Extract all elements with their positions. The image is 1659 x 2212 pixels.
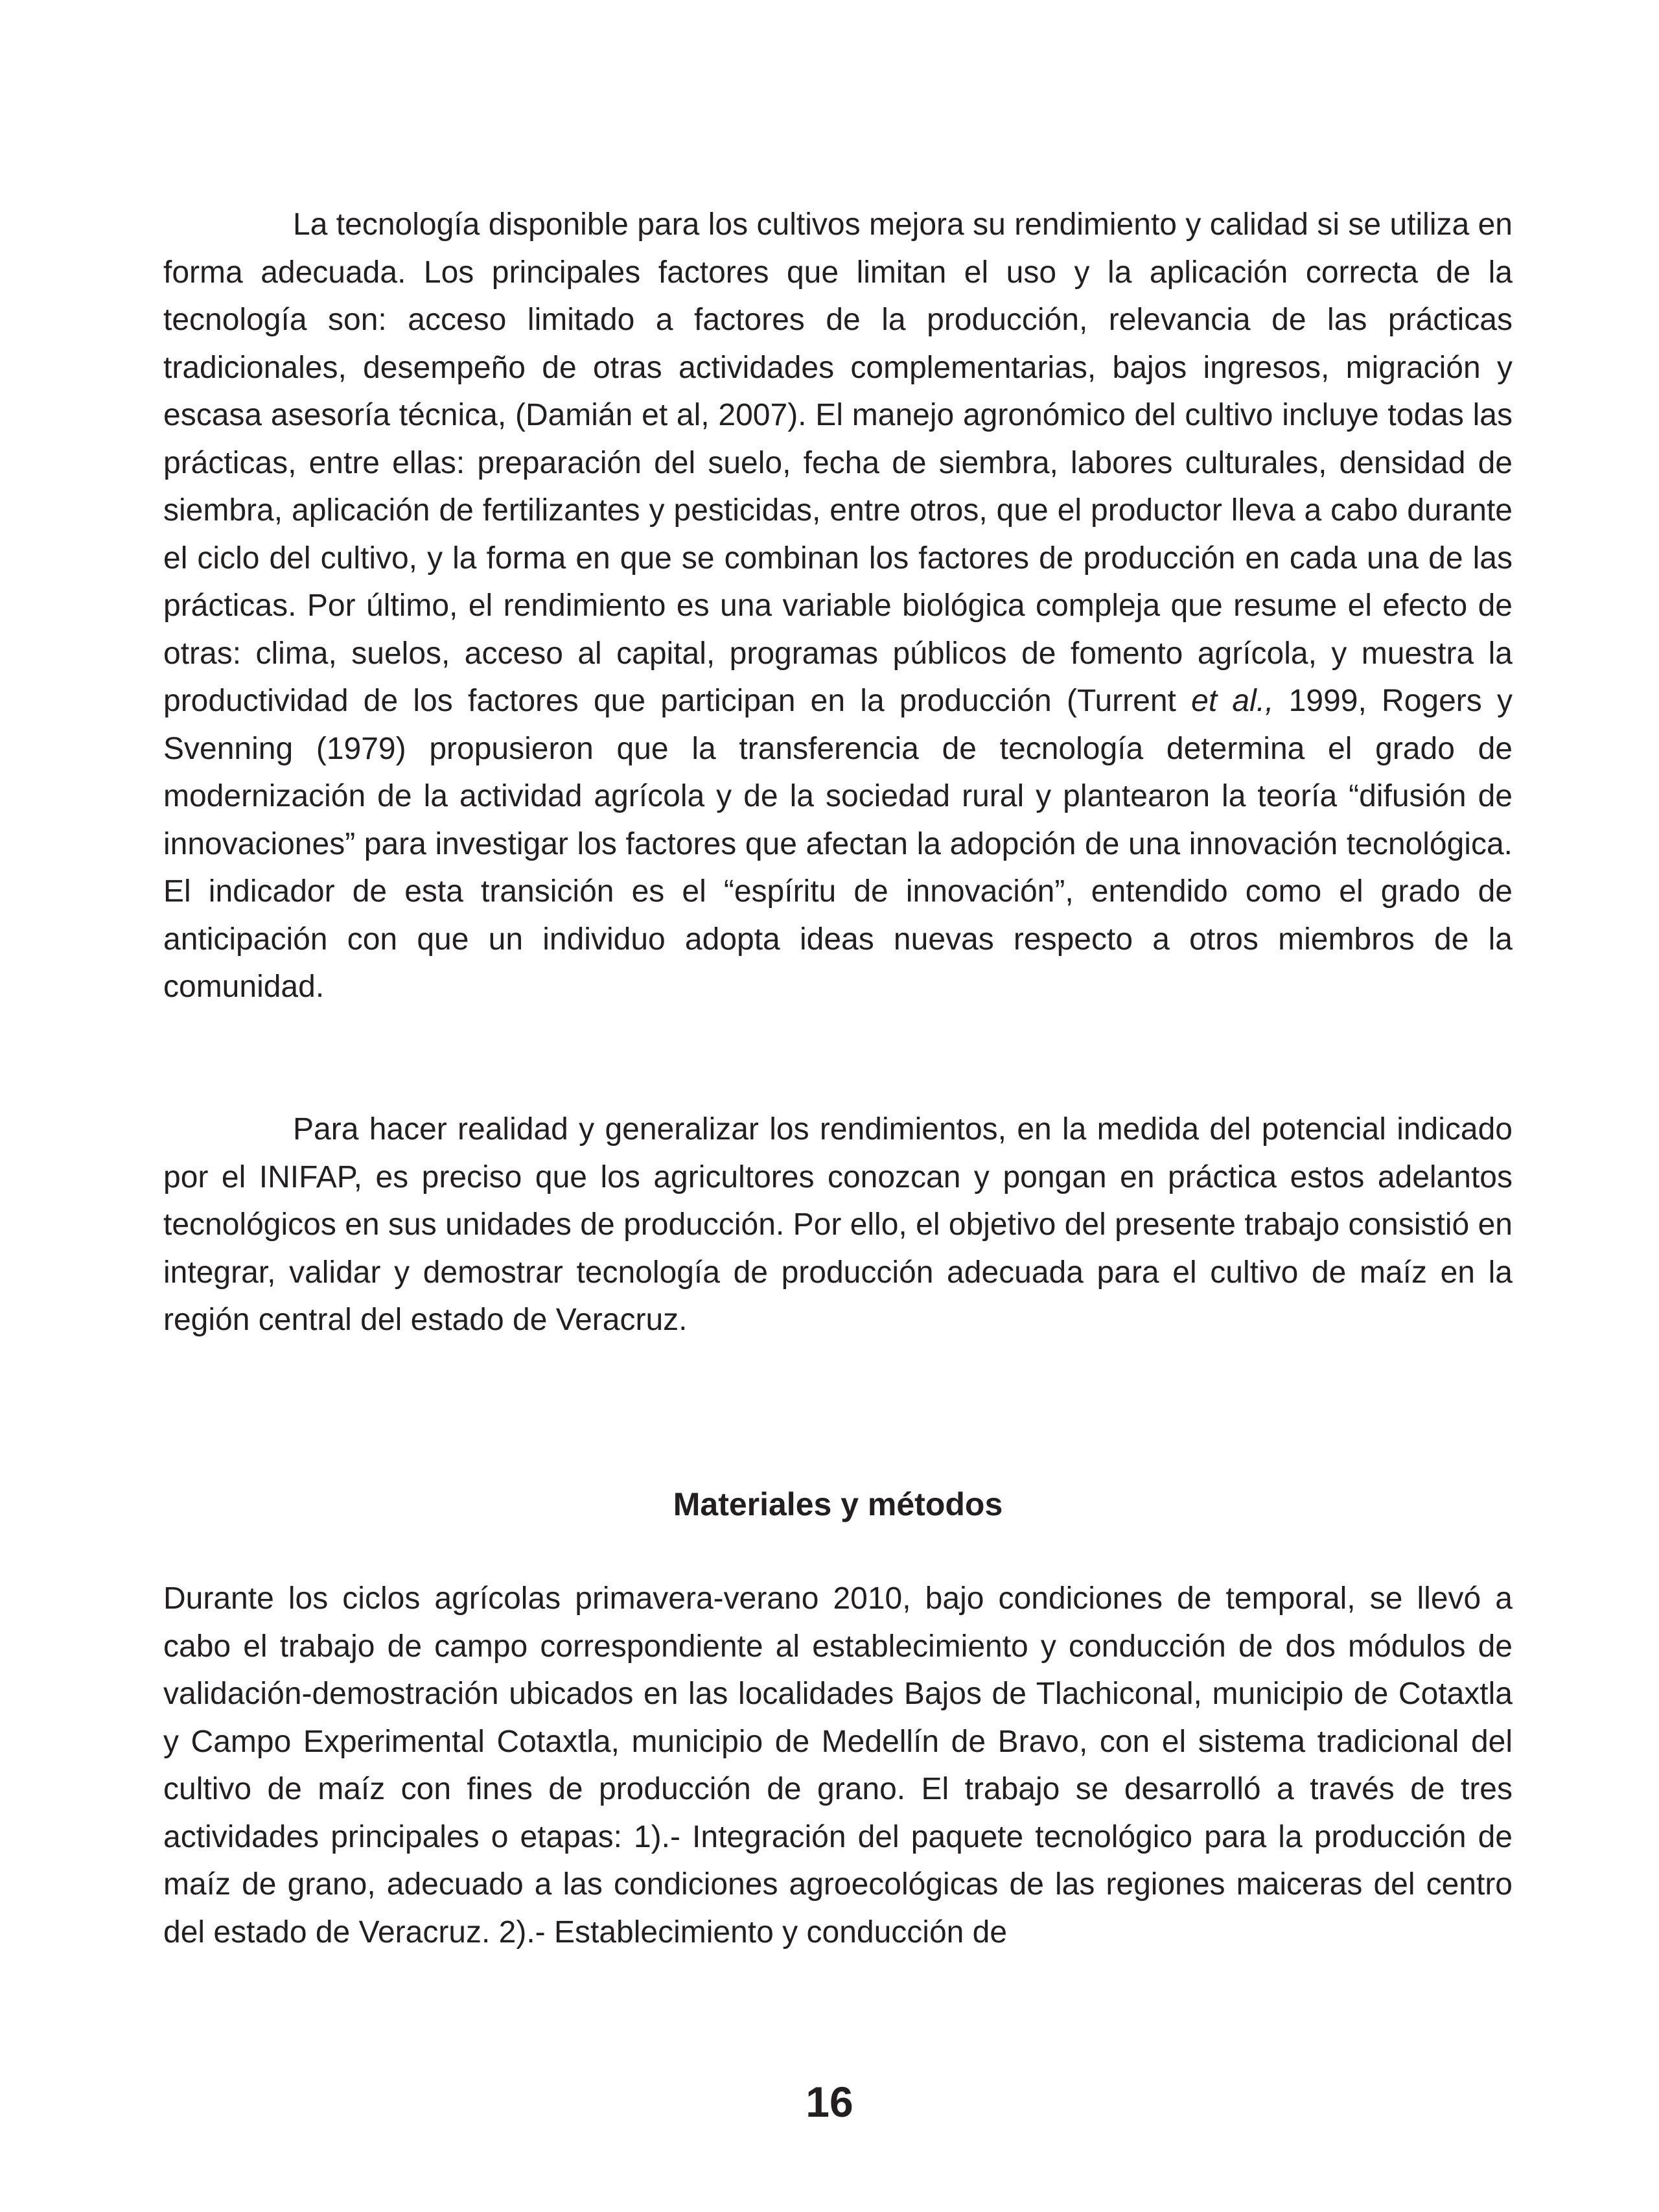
body-paragraph-3: Durante los ciclos agrícolas primavera-verano 2010, bajo condiciones de temporal, se llevó a cabo el trabajo de campo correspondiente al establecimiento y conducción de dos módulos de validación-demostración ubicados en las localidades Bajos de Tlachiconal, municipio de Cotaxtla y Campo Experimental Cotaxtla, municipio de Medellín de Bravo, con el sistema tradicional del cultivo de maíz con fines de producción de grano. El trabajo se desarrolló a través de tres actividades principales o etapas: 1).- Integración del paquete tecnológico para la producción de maíz de grano, adecuado a las condiciones agroecológicas de las regiones maiceras del centro del estado de Veracruz. 2).- Establecimiento y conducción de (163, 1581, 1513, 1950)
page-number: 16 (806, 2078, 853, 2126)
citation-italic: et al., (1191, 684, 1274, 718)
paragraph-1-text-a: La tecnología disponible para los cultivos mejora su rendimiento y calidad si se utiliza en forma adecuada. Los principales factores que limitan el uso y la aplicación correcta de la tecnología son: acceso limitado a factores de la producción, relevancia de las prácticas tradicionales, desempeño de otras actividades complementarias, bajos ingresos, migración y escasa asesoría técnica, (Damián et al, 2007). El manejo agronómico del cultivo incluye todas las prácticas, entre ellas: preparación del suelo, fecha de siembra, labores culturales, densidad de siembra, aplicación de fertilizantes y pesticidas, entre otros, que el productor lleva a cabo durante el ciclo del cultivo, y la forma en que se combinan los factores de producción en cada una de las prácticas. Por último, el rendimiento es una variable biológica compleja que resume el efecto de otras: clima, suelos, acceso al capital, programas públicos de fomento agrícola, y muestra la productividad de los factores que participan en la producción (Turrent (163, 207, 1513, 718)
section-heading: Materiales y métodos (673, 1486, 1003, 1522)
paragraph-1-text-b: 1999, Rogers y Svenning (1979) propusieron que la transferencia de tecnología determina el grado de modernización de la actividad agrícola y de la sociedad rural y plantearon la teoría “difusión de innovaciones” para investigar los factores que afectan la adopción de una innovación tecnológica. El indicador de esta transición es el “espíritu de innovación”, entendido como el grado de anticipación con que un individuo adopta ideas nuevas respecto a otros miembros de la comunidad. (163, 684, 1513, 1004)
body-paragraph-2: Para hacer realidad y generalizar los rendimientos, en la medida del potencial indicado por el INIFAP, es preciso que los agricultores conozcan y pongan en práctica estos adelantos tecnológicos en sus unidades de producción. Por ello, el objetivo del presente trabajo consistió en integrar, validar y demostrar tecnología de producción adecuada para el cultivo de maíz en la región central del estado de Veracruz. (163, 1112, 1513, 1337)
body-paragraph-1 (163, 201, 1513, 1011)
